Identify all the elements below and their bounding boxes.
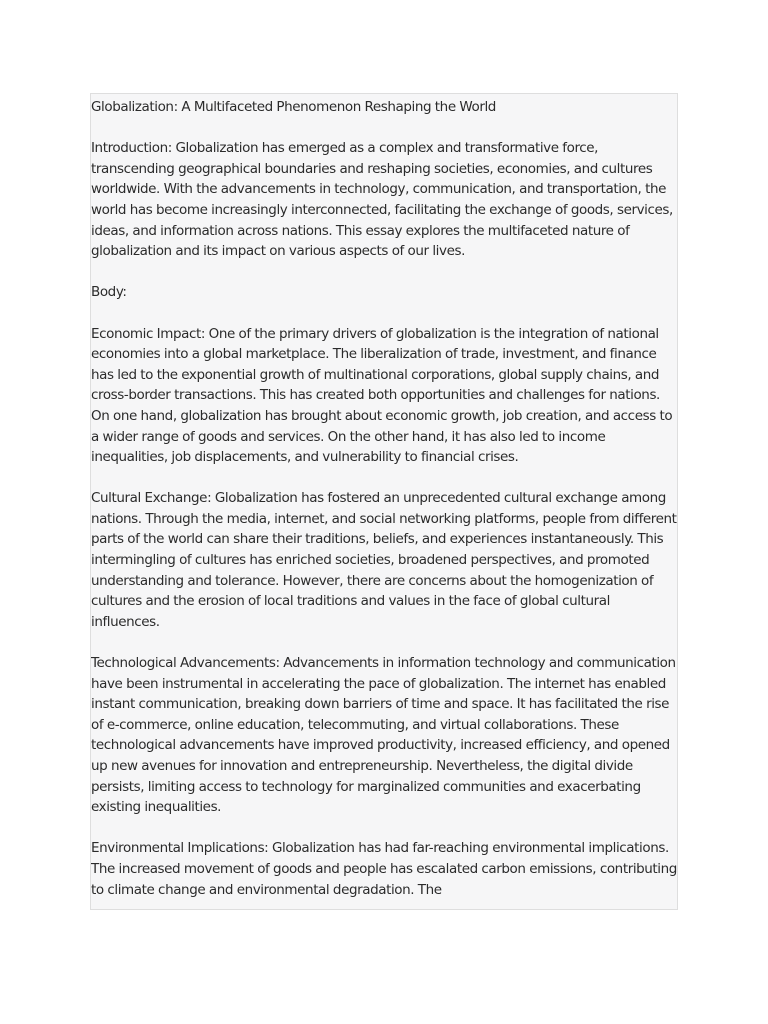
document-title: Globalization: A Multifaceted Phenomenon Reshaping the World [91, 99, 496, 115]
paragraph-economic-impact: Economic Impact: One of the primary drivers of globalization is the integration of national economies into a global marketplace. The liberalization of trade, investment, and finance has led to the exponential growth of multinational corporations, global supply chains, and cross-border transactions. This has created both opportunities and challenges for nations. On one hand, globalization has brought about economic growth, job creation, and access to a wider range of goods and services. On the other hand, it has also led to income inequalities, job displacements, and vulnerability to financial crises. [91, 325, 673, 466]
body-heading: Body: [91, 284, 127, 301]
document-page [90, 93, 678, 910]
paragraph-environmental-implications: Environmental Implications: Globalization has had far-reaching environmental implications. The increased movement of goods and people has escalated carbon emissions, contributing to climate change and environmental degradation. The [91, 840, 677, 898]
document-text [91, 97, 678, 910]
paragraph-introduction: Introduction: Globalization has emerged as a complex and transformative force, transcending geographical boundaries and reshaping societies, economies, and cultures worldwide. With the advancements in technology, communication, and transportation, the world has become increasingly interconnected, facilitating the exchange of goods, services, ideas, and information across nations. This essay explores the multifaceted nature of globalization and its impact on various aspects of our lives. [91, 140, 673, 260]
paragraph-technological-advancements: Technological Advancements: Advancements in information technology and communication have been instrumental in accelerating the pace of globalization. The internet has enabled instant communication, breaking down barriers of time and space. It has facilitated the rise of e-commerce, online education, telecommuting, and virtual collaborations. These technological advancements have improved productivity, increased efficiency, and opened up new avenues for innovation and entrepreneurship. Nevertheless, the digital divide persists, limiting access to technology for marginalized communities and exacerbating existing inequalities. [91, 655, 676, 816]
paragraph-cultural-exchange: Cultural Exchange: Globalization has fostered an unprecedented cultural exchange among nations. Through the media, internet, and social networking platforms, people from different parts of the world can share their traditions, beliefs, and experiences instantaneously. This intermingling of cultures has enriched societies, broadened perspectives, and promoted understanding and tolerance. However, there are concerns about the homogenization of cultures and the erosion of local traditions and values in the face of global cultural influences. [91, 490, 677, 630]
